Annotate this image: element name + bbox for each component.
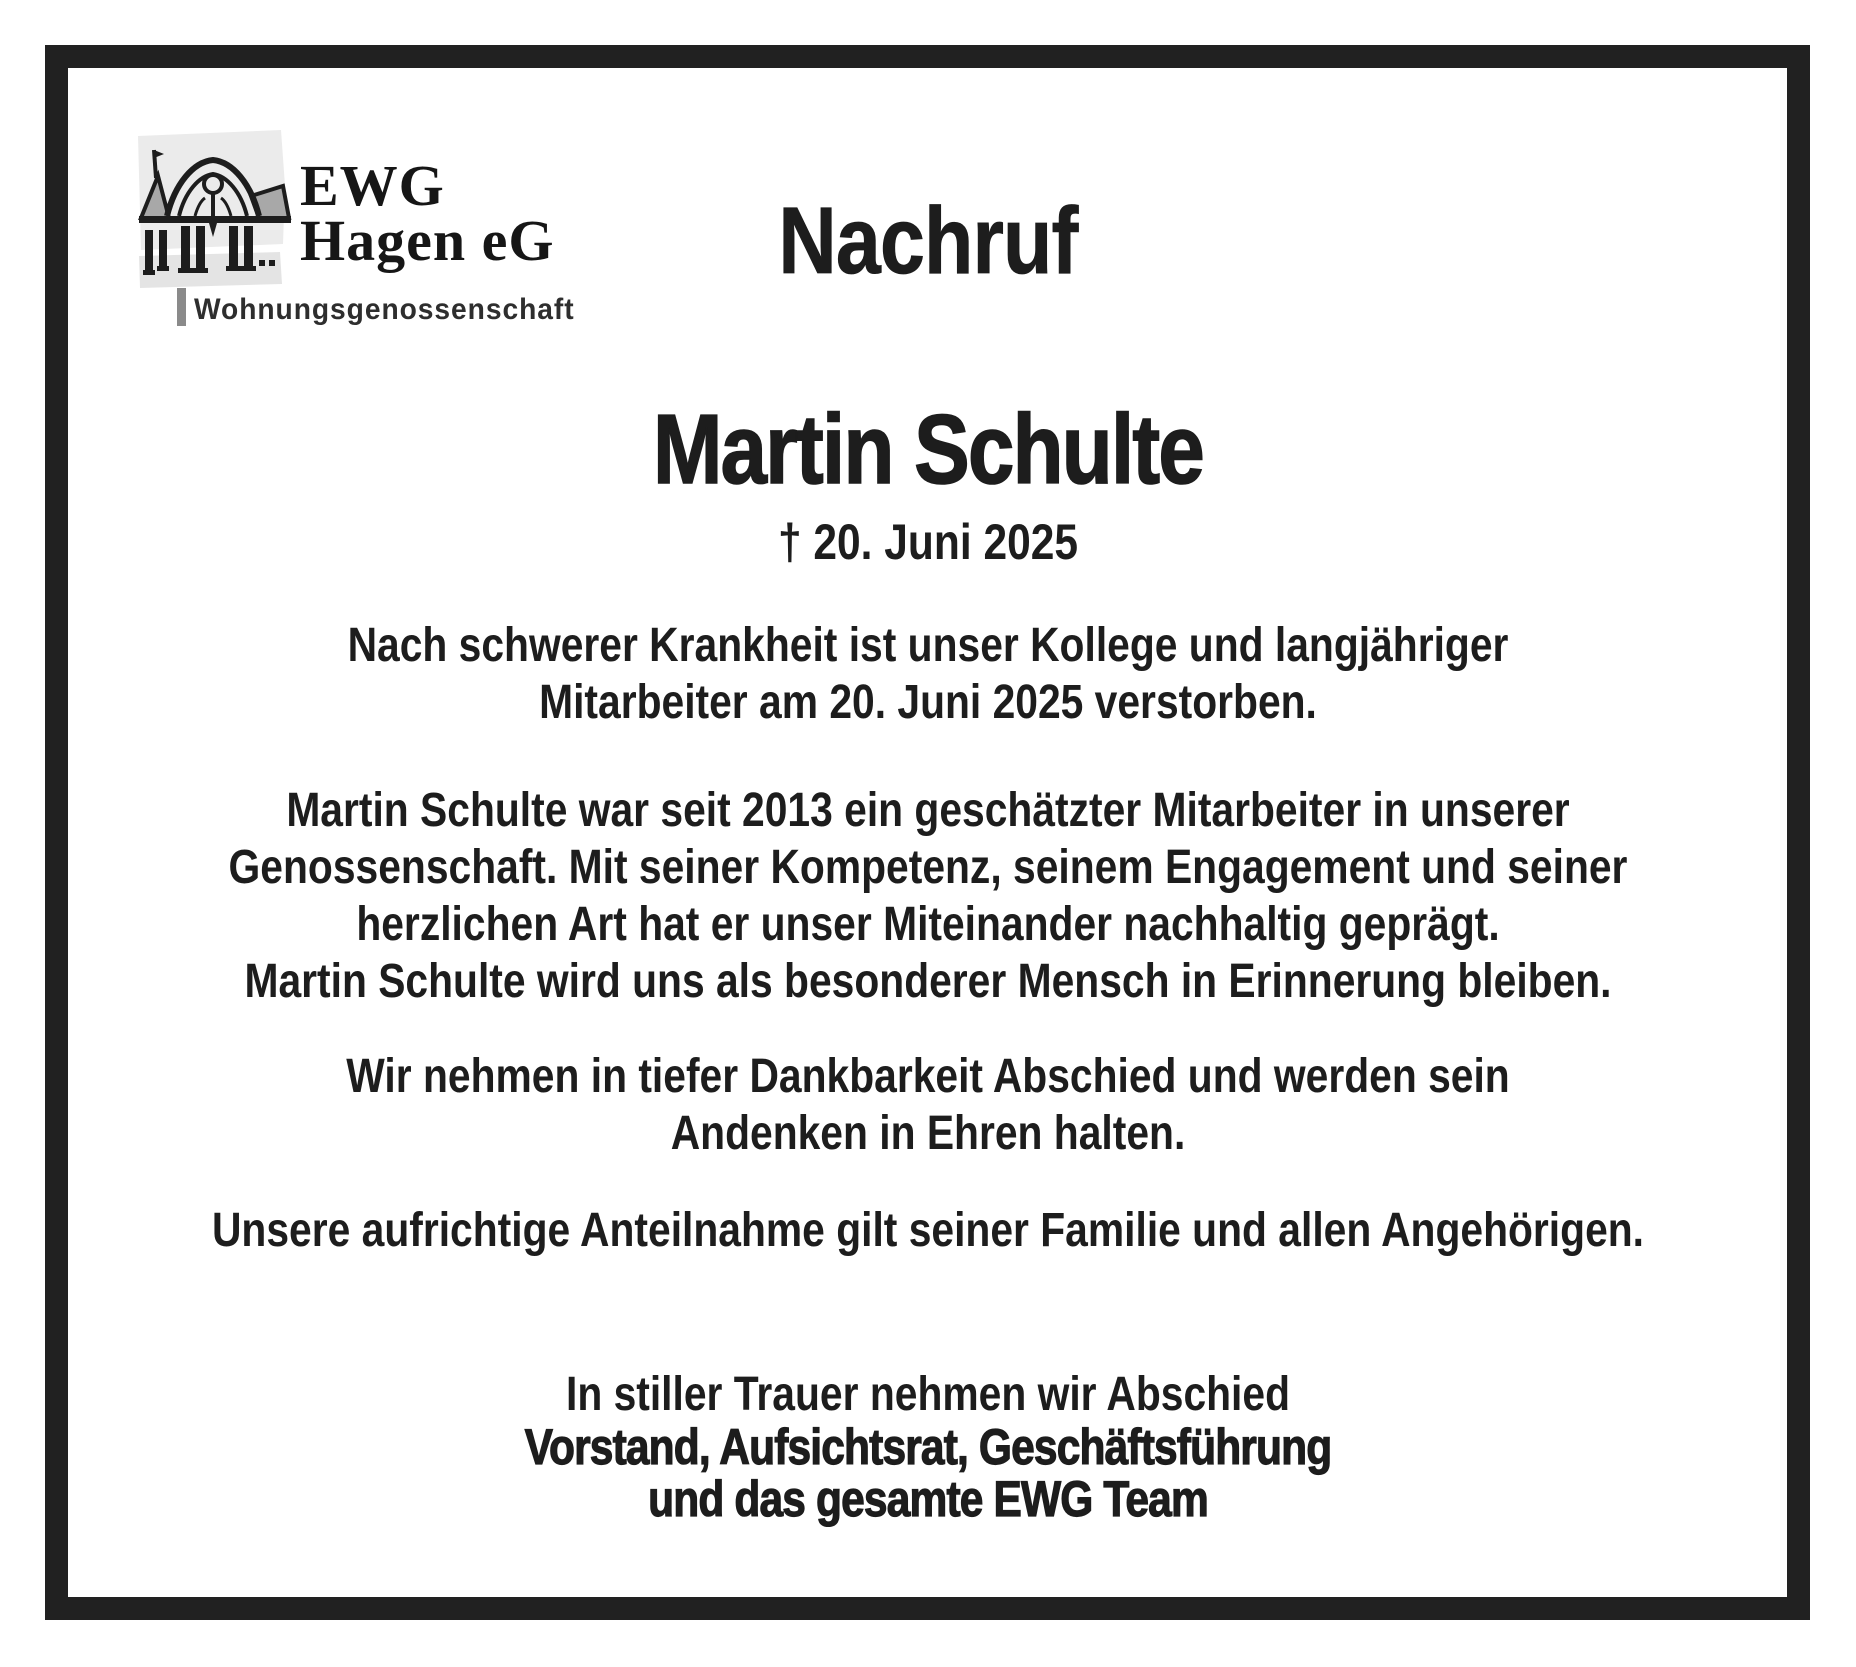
org-subtitle: Wohnungsgenossenschaft <box>194 293 575 326</box>
death-date: † 20. Juni 2025 <box>777 514 1079 570</box>
org-name-line2: Hagen eG <box>300 208 555 273</box>
closing-line: In stiller Trauer nehmen wir Abschied <box>565 1368 1291 1421</box>
paragraph-line: Genossenschaft. Mit seiner Kompetenz, seinem Engagement und seiner <box>228 841 1628 894</box>
signature-line: und das gesamte EWG Team <box>648 1471 1208 1527</box>
paragraph-line: Unsere aufrichtige Anteilnahme gilt seiner Familie und allen Angehörigen. <box>211 1204 1645 1257</box>
paragraph-line: herzlichen Art hat er unser Miteinander nachhaltig geprägt. <box>356 898 1500 951</box>
notice-kicker: Nachruf <box>778 188 1078 294</box>
paragraph-line: Wir nehmen in tiefer Dankbarkeit Abschied und werden sein <box>346 1050 1510 1103</box>
org-name-line1: EWG <box>300 153 445 218</box>
paragraph-line: Andenken in Ehren halten. <box>670 1107 1186 1160</box>
paragraph <box>197 617 1659 731</box>
deceased-name: Martin Schulte <box>652 394 1204 504</box>
paragraph-line: Mitarbeiter am 20. Juni 2025 verstorben. <box>539 676 1317 729</box>
paragraph <box>197 1202 1659 1259</box>
paragraph-line: Martin Schulte war seit 2013 ein geschätzter Mitarbeiter in unserer <box>286 784 1570 837</box>
paragraph <box>197 782 1659 1010</box>
closing-block <box>197 1369 1659 1525</box>
signature-line: Vorstand, Aufsichtsrat, Geschäftsführung <box>524 1419 1332 1475</box>
paragraph <box>197 1048 1659 1162</box>
paragraph-line: Martin Schulte wird uns als besonderer Mensch in Erinnerung bleiben. <box>244 955 1612 1008</box>
logo-divider-bar <box>177 288 186 326</box>
paragraph-line: Nach schwerer Krankheit ist unser Kollege und langjähriger <box>347 619 1509 672</box>
